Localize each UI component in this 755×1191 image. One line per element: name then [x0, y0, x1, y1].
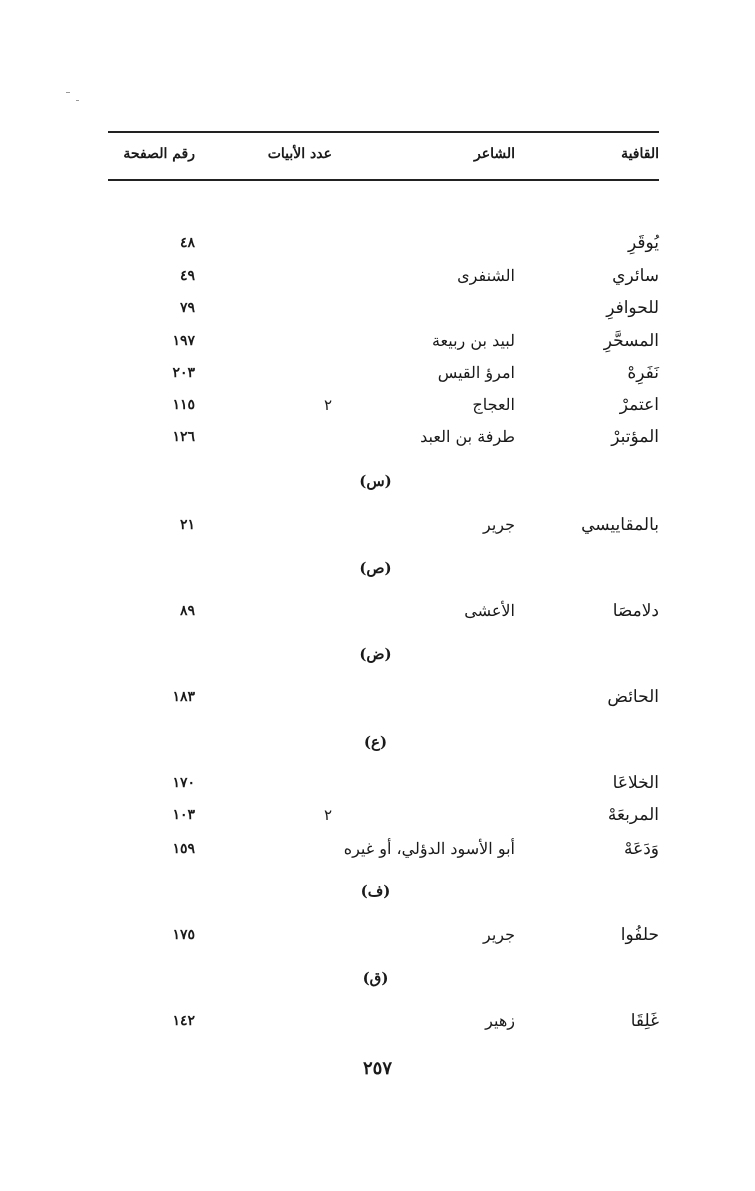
index-row — [0, 326, 755, 356]
rhyme-word: يُوقَرِ — [627, 233, 659, 253]
header-verse-count: عدد الأبيات — [267, 146, 332, 162]
poet-name: زهير — [485, 1011, 515, 1030]
rhyme-word: المسحَّرِ — [603, 331, 659, 351]
section-letter-label: (س) — [359, 472, 392, 490]
page-reference: ٤٩ — [179, 268, 195, 284]
index-row — [0, 920, 755, 950]
rhyme-word: دلامصَا — [612, 601, 659, 621]
section-letter-label: (ص) — [359, 559, 392, 577]
index-row — [0, 834, 755, 864]
index-row — [0, 510, 755, 540]
rhyme-word: المؤتبرْ — [611, 427, 659, 447]
page-reference: ٤٨ — [179, 235, 195, 251]
header-page-number: رقم الصفحة — [123, 146, 195, 162]
section-letter-heading — [0, 965, 755, 991]
header-qafia: القافية — [621, 146, 659, 162]
index-row — [0, 596, 755, 626]
index-row — [0, 390, 755, 420]
page-reference: ١٩٧ — [172, 333, 195, 349]
section-letter-label: (ع) — [363, 733, 388, 751]
section-letter-label: (ق) — [362, 969, 389, 987]
rhyme-word: حلفُوا — [620, 925, 659, 945]
page-number: ٢٥٧ — [362, 1058, 392, 1079]
rhyme-word: المربعَهْ — [607, 805, 659, 825]
index-row — [0, 682, 755, 712]
section-letter-heading — [0, 729, 755, 755]
index-row — [0, 358, 755, 388]
page-reference: ١٥٩ — [172, 841, 195, 857]
section-letter-heading — [0, 468, 755, 494]
page-reference: ١٧٠ — [172, 775, 195, 791]
section-letter-heading — [0, 641, 755, 667]
rhyme-word: نَفَرِهْ — [627, 363, 659, 383]
poet-name: لبيد بن ربيعة — [431, 331, 515, 350]
rhyme-word: سائري — [612, 266, 659, 286]
page-reference: ٨٩ — [179, 603, 195, 619]
page-reference: ١٧٥ — [172, 927, 195, 943]
rhyme-word: الحائض — [607, 687, 659, 707]
poet-name: امرؤ القيس — [437, 363, 515, 382]
index-row — [0, 800, 755, 830]
poet-name: جرير — [483, 925, 515, 944]
page-reference: ١٤٢ — [172, 1013, 195, 1029]
index-row — [0, 228, 755, 258]
rhyme-word: غَلِقَا — [630, 1011, 659, 1031]
page-reference: ١٠٣ — [172, 807, 195, 823]
poet-name: جرير — [483, 515, 515, 534]
page-reference: ٧٩ — [179, 300, 195, 316]
poet-name: طرفة بن العبد — [420, 427, 515, 446]
verse-count: ٢ — [323, 396, 332, 414]
section-letter-heading — [0, 555, 755, 581]
page-reference: ٢٠٣ — [172, 365, 195, 381]
rhyme-word: للحوافرِ — [606, 298, 659, 318]
index-row — [0, 261, 755, 291]
verse-count: ٢ — [323, 806, 332, 824]
page-reference: ١٨٣ — [172, 689, 195, 705]
index-row — [0, 422, 755, 452]
rhyme-word: بالمقاييسي — [581, 515, 659, 535]
rhyme-word: اعتمرْ — [619, 395, 659, 415]
page-reference: ٢١ — [179, 517, 195, 533]
page-reference: ١٢٦ — [172, 429, 195, 445]
poet-name: الشنفرى — [457, 266, 515, 285]
section-letter-heading — [0, 878, 755, 904]
poet-name: أبو الأسود الدؤلي، أو غيره — [343, 839, 515, 858]
rhyme-word: وَدَعَهْ — [623, 839, 659, 859]
section-letter-label: (ف) — [360, 882, 391, 900]
section-letter-label: (ض) — [359, 645, 392, 663]
page-reference: ١١٥ — [172, 397, 195, 413]
rhyme-word: الخلاعَا — [612, 773, 659, 793]
header-shaer: الشاعر — [474, 146, 515, 162]
index-row — [0, 1006, 755, 1036]
poet-name: العجاج — [472, 395, 515, 414]
poet-name: الأعشى — [464, 601, 515, 620]
index-row — [0, 768, 755, 798]
index-row — [0, 293, 755, 323]
